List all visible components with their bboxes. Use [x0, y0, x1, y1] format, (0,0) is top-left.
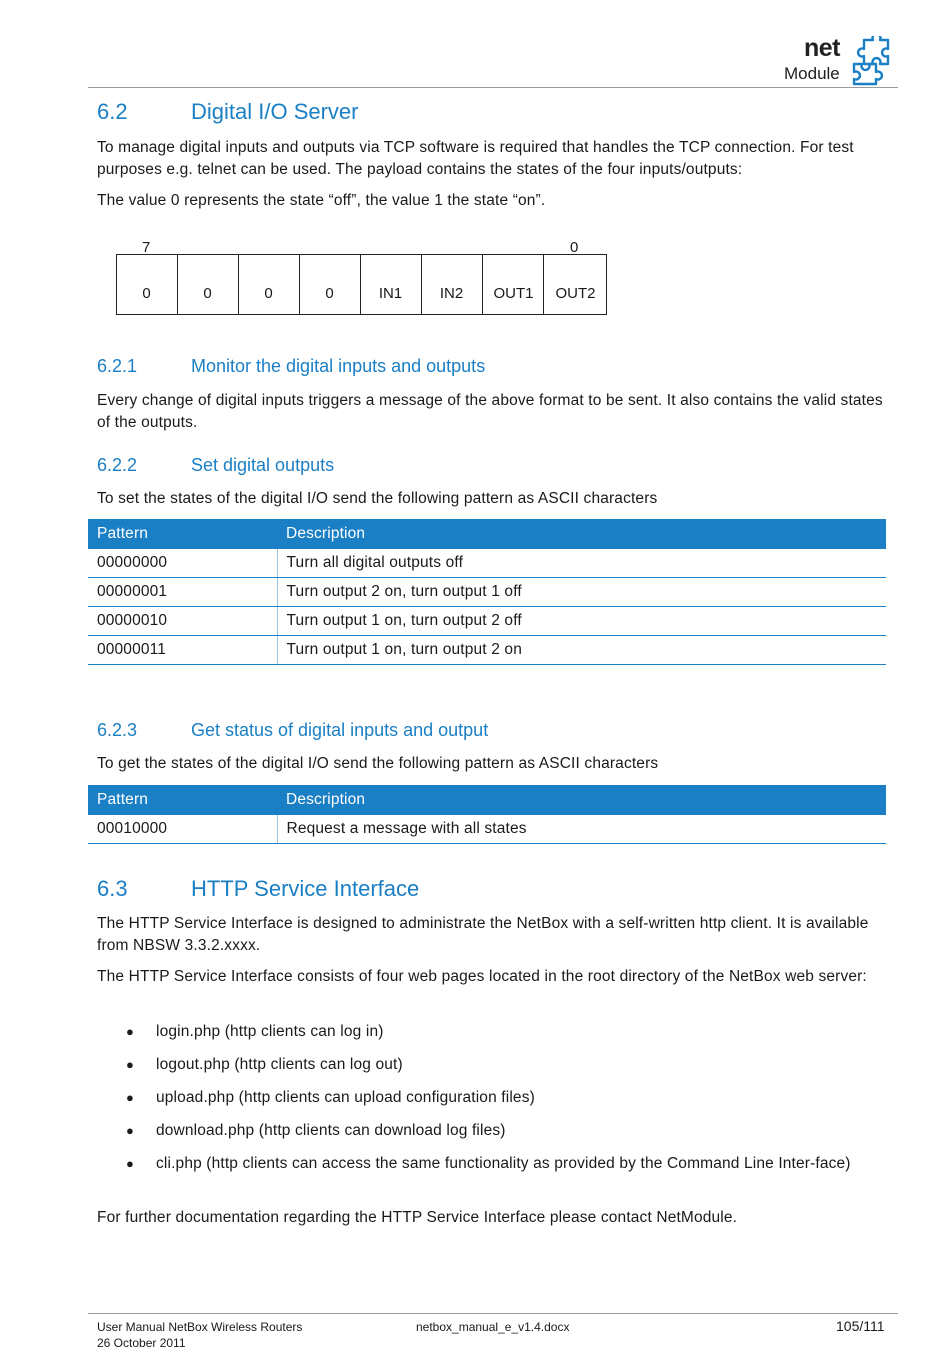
bit-lsb-label: 0 [570, 239, 579, 256]
column-header: Pattern [88, 519, 277, 549]
paragraph: The HTTP Service Interface consists of four web pages located in the root directory of the NetBox web server: [97, 968, 867, 985]
table-header-row [88, 785, 886, 815]
bit-value: 0 [264, 285, 273, 302]
list-item: logout.php (http clients can log out) [156, 1056, 403, 1073]
pattern-cell: 00000010 [88, 607, 277, 636]
section-title: HTTP Service Interface [191, 876, 420, 901]
paragraph: The value 0 represents the state “off”, the value 1 the state “on”. [97, 192, 546, 209]
subsection-title: Monitor the digital inputs and outputs [191, 356, 486, 376]
page-number: 105/111 [836, 1318, 885, 1334]
header-rule [88, 87, 898, 88]
bullet-icon: ● [126, 1024, 134, 1039]
pattern-cell: 00000011 [88, 636, 277, 665]
section-number: 6.2 [97, 99, 128, 124]
section-number: 6.3 [97, 876, 128, 901]
bit-value: IN1 [378, 285, 403, 302]
list-item: upload.php (http clients can upload configuration files) [156, 1089, 535, 1106]
bullet-icon: ● [126, 1057, 134, 1072]
subsection-title: Get status of digital inputs and output [191, 720, 489, 740]
list-item: cli.php (http clients can access the same functionality as provided by the Command Line Inter-face) [156, 1155, 851, 1172]
paragraph: The HTTP Service Interface is designed to administrate the NetBox with a self-written http client. It is available from NBSW 3.3.2.xxxx. [97, 915, 869, 954]
paragraph: To get the states of the digital I/O send the following pattern as ASCII characters [97, 755, 659, 772]
bit-value: 0 [142, 285, 151, 302]
subsection-number: 6.2.1 [97, 356, 138, 376]
column-header: Pattern [88, 785, 277, 815]
netmodule-logo [782, 36, 900, 88]
table-row [88, 607, 886, 636]
paragraph: For further documentation regarding the HTTP Service Interface please contact NetModule. [97, 1209, 738, 1226]
bullet-icon: ● [126, 1123, 134, 1138]
paragraph: To manage digital inputs and outputs via TCP software is required that handles the TCP connection. For test purposes e.g. telnet can be used. The payload contains the states of the four inputs/outputs: [97, 139, 854, 178]
bit-value: OUT1 [493, 285, 534, 302]
subsection-number: 6.2.2 [97, 455, 138, 475]
list-item: download.php (http clients can download log files) [156, 1122, 506, 1139]
subsection-title: Set digital outputs [191, 455, 335, 475]
description-cell: Request a message with all states [277, 815, 886, 844]
footer-filename: netbox_manual_e_v1.4.docx [416, 1320, 570, 1334]
table-row [88, 549, 886, 578]
table-row [88, 815, 886, 844]
puzzle-icon [848, 36, 898, 86]
logo-module-text: Module [784, 64, 840, 83]
bullet-icon: ● [126, 1156, 134, 1171]
pattern-cell: 00000000 [88, 549, 277, 578]
table-header-row [88, 519, 886, 549]
column-header: Description [277, 785, 886, 815]
pattern-cell: 00010000 [88, 815, 277, 844]
set-outputs-table [88, 519, 886, 665]
column-header: Description [277, 519, 886, 549]
description-cell: Turn output 1 on, turn output 2 off [277, 607, 886, 636]
table-row [88, 578, 886, 607]
get-status-table [88, 785, 886, 844]
pattern-cell: 00000001 [88, 578, 277, 607]
subsection-number: 6.2.3 [97, 720, 138, 740]
footer-doc-title: User Manual NetBox Wireless Routers [97, 1320, 303, 1334]
list-item: login.php (http clients can log in) [156, 1023, 384, 1040]
paragraph: To set the states of the digital I/O send the following pattern as ASCII characters [97, 490, 658, 507]
bit-value: 0 [203, 285, 212, 302]
footer-rule [88, 1313, 898, 1314]
bit-value: 0 [325, 285, 334, 302]
description-cell: Turn output 1 on, turn output 2 on [277, 636, 886, 665]
bullet-icon: ● [126, 1090, 134, 1105]
paragraph: Every change of digital inputs triggers a message of the above format to be sent. It also contains the valid states of the outputs. [97, 392, 883, 431]
description-cell: Turn all digital outputs off [277, 549, 886, 578]
logo-net-text: net [804, 34, 840, 62]
bit-value: IN2 [439, 285, 464, 302]
bit-msb-label: 7 [142, 239, 151, 256]
description-cell: Turn output 2 on, turn output 1 off [277, 578, 886, 607]
section-title: Digital I/O Server [191, 99, 359, 124]
table-row [88, 636, 886, 665]
footer-date: 26 October 2011 [97, 1336, 186, 1350]
bit-value: OUT2 [555, 285, 596, 302]
